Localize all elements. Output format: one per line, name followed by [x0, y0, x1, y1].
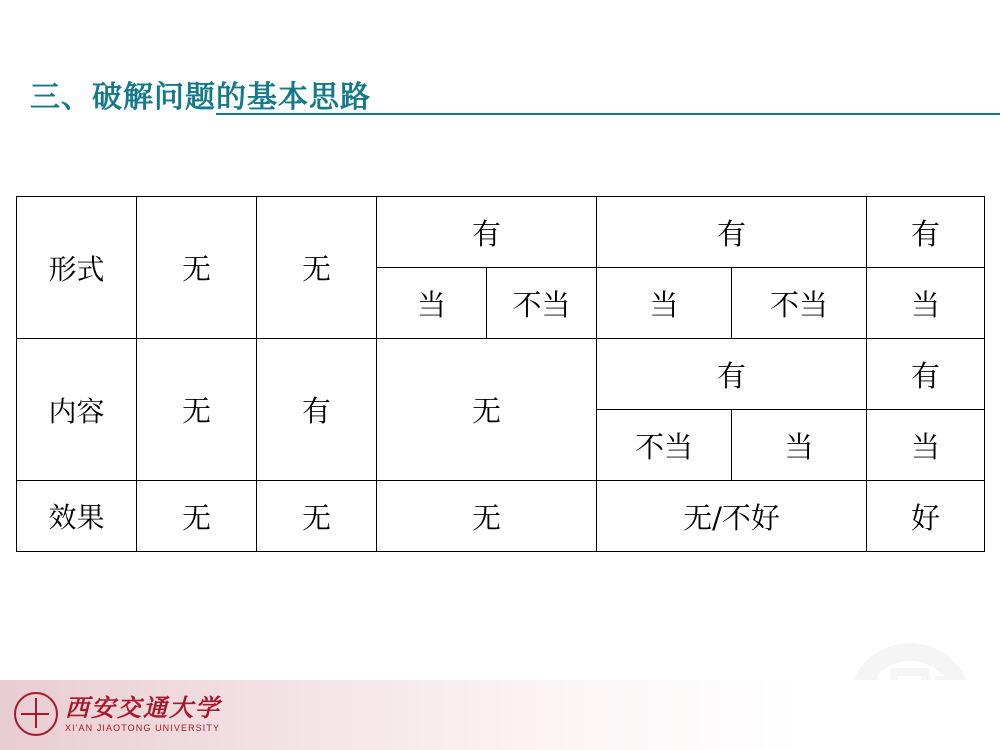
- table-spacer-a: [137, 552, 257, 581]
- university-name-cn: 西安交通大学: [65, 692, 221, 722]
- table-spacer-left: [17, 552, 137, 581]
- cell-form-judge-3: 当: [597, 268, 732, 339]
- cell-form-4: 有: [597, 197, 867, 268]
- row-label-form: 形式: [17, 197, 137, 339]
- page-title-text: 三、破解问题的基本思路: [30, 80, 371, 115]
- cell-effect-2: 无: [257, 481, 377, 552]
- cell-content-5: 有: [867, 339, 985, 410]
- cell-form-judge-5: 当: [867, 268, 985, 339]
- cell-effect-3: 无: [377, 481, 597, 552]
- table-spacer-c: [377, 552, 487, 581]
- cell-content-2: 有: [257, 339, 377, 481]
- university-logo: [14, 686, 221, 742]
- table-row: [17, 339, 985, 410]
- cell-content-judge-3: 当: [867, 410, 985, 481]
- cell-content-3: 无: [377, 339, 597, 481]
- table-spacer-b: [257, 552, 377, 581]
- cell-form-judge-2: 不当: [487, 268, 597, 339]
- cell-form-1: 无: [137, 197, 257, 339]
- cell-form-2: 无: [257, 197, 377, 339]
- comparison-table: [16, 196, 985, 580]
- cell-form-judge-4: 不当: [732, 268, 867, 339]
- cell-effect-1: 无: [137, 481, 257, 552]
- cell-form-3: 有: [377, 197, 597, 268]
- cell-effect-5: 好: [867, 481, 985, 552]
- cell-form-judge-1: 当: [377, 268, 487, 339]
- cell-content-judge-2: 当: [732, 410, 867, 481]
- cell-content-judge-1: 不当: [597, 410, 732, 481]
- table-row: [17, 481, 985, 552]
- title-underline: [216, 113, 1000, 115]
- cell-form-5: 有: [867, 197, 985, 268]
- table-spacer-g: [867, 552, 985, 581]
- page-title: [30, 72, 980, 124]
- table-row-spacer: [17, 552, 985, 581]
- cell-content-4: 有: [597, 339, 867, 410]
- table-row: [17, 197, 985, 268]
- table-spacer-e: [597, 552, 732, 581]
- university-name-en: XI'AN JIAOTONG UNIVERSITY: [65, 722, 221, 733]
- row-label-effect: 效果: [17, 481, 137, 552]
- row-label-content: 内容: [17, 339, 137, 481]
- table-spacer-f: [732, 552, 867, 581]
- cell-content-1: 无: [137, 339, 257, 481]
- university-emblem-icon: [14, 692, 58, 736]
- cell-effect-4: 无/不好: [597, 481, 867, 552]
- university-logo-text: [65, 692, 221, 733]
- table-spacer-d: [487, 552, 597, 581]
